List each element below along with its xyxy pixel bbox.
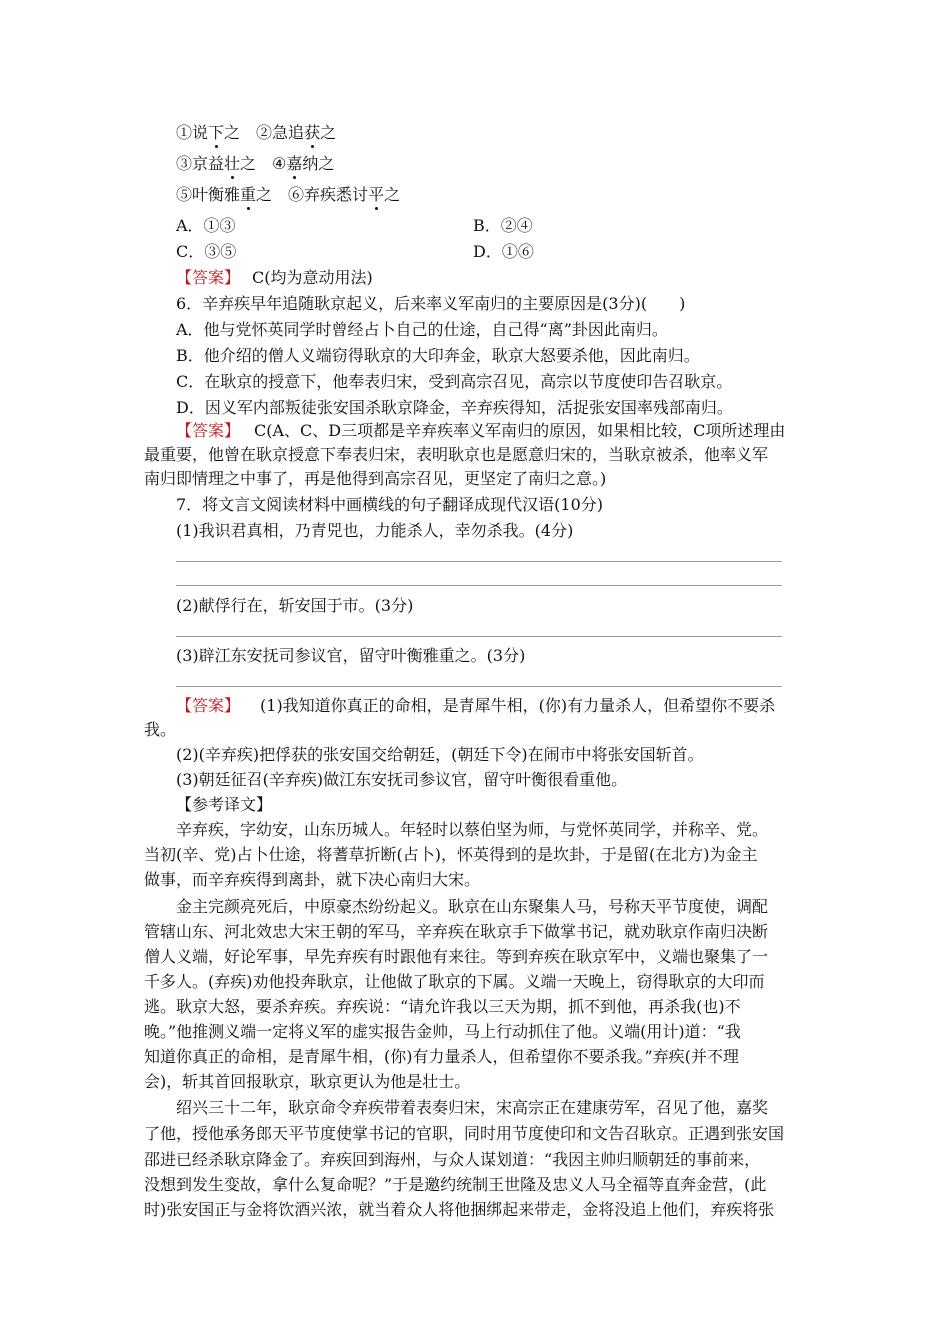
translation-line: 僧人义端，好论军事，早先弃疾有时跟他有来往。等到弃疾在耿京军中，义端也聚集了一 [144, 947, 769, 966]
translation-line: 辛弃疾，字幼安，山东历城人。年轻时以蔡伯坚为师，与党怀英同学，并称辛、党。 [176, 820, 769, 839]
dotted-char: 嘉 [286, 154, 303, 173]
dotted-char: 下 [208, 123, 225, 142]
q6-option-d: D．因义军内部叛徒张安国杀耿京降金，辛弃疾得知，活捉张安国率残部南归。 [176, 398, 733, 417]
q6-stem: 6．辛弃疾早年追随耿京起义，后来率义军南归的主要原因是(3分)( ) [176, 294, 686, 313]
answer-label: 【答案】 [176, 421, 241, 440]
q7-answer-3: (3)朝廷征召(辛弃疾)做江东安抚司参议官，留守叶衡很看重他。 [176, 770, 628, 789]
choice-b: B．②④ [473, 216, 533, 235]
answer-label: 【答案】 [176, 268, 241, 287]
translation-line: 邵进已经杀耿京降金了。弃疾回到海州，与众人谋划道：“我因主帅归顺朝廷的事前来， [144, 1150, 761, 1169]
dotted-char: 重 [240, 185, 257, 204]
dotted-char: 获 [304, 123, 321, 142]
q5-option-row-1: ①说下之 ②急追获之 [176, 123, 337, 142]
q7-sentence-3: (3)辟江东安抚司参议官，留守叶衡雅重之。(3分) [176, 646, 526, 665]
q7-sentence-1: (1)我识君真相，乃青兕也，力能杀人，幸勿杀我。(4分) [176, 521, 574, 540]
q7-answer-line-2: 我。 [144, 720, 177, 739]
translation-line: 金主完颜亮死后，中原豪杰纷纷起义。耿京在山东聚集人马，号称天平节度使，调配 [176, 897, 769, 916]
q6-answer-line-2: 最重要，他曾在耿京授意下奉表归宋，表明耿京也是愿意归宋的，当耿京被杀，他率义军 [144, 445, 769, 464]
translation-line: 晚。”他推测义端一定将义军的虚实报告金帅，马上行动抓住了他。义端(用计)道：“我 [144, 1022, 741, 1041]
answer-blank-line [176, 686, 782, 687]
translation-line: 了他，授他承务郎天平节度使掌书记的官职，同时用节度使印和文告召耿京。正遇到张安国 [144, 1124, 785, 1143]
translation-heading: 【参考译文】 [176, 795, 273, 814]
q6-option-c: C．在耿京的授意下，他奉表归宋，受到高宗召见，高宗以节度使印告召耿京。 [176, 372, 733, 391]
dotted-char: 壮 [224, 154, 241, 173]
translation-line: 没想到发生变故，拿什么复命呢？”于是邀约统制王世隆及忠义人马全福等直奔金营，(此 [144, 1175, 767, 1194]
translation-line: 做事，而辛弃疾得到离卦，就下决心南归大宋。 [144, 870, 481, 889]
q7-answer-line-1: 【答案】 (1)我知道你真正的命相，是青犀牛相，(你)有力量杀人，但希望你不要杀 [176, 696, 776, 715]
answer-blank-line [176, 636, 782, 637]
translation-line: 逃。耿京大怒，要杀弃疾。弃疾说：“请允许我以三天为期，抓不到他，再杀我(也)不 [144, 997, 741, 1016]
q7-stem: 7．将文言文阅读材料中画横线的句子翻译成现代汉语(10分) [176, 495, 604, 514]
answer-blank-line [176, 561, 782, 562]
q5-option-row-3: ⑤叶衡雅重之 ⑥弃疾悉讨平之 [176, 185, 401, 204]
translation-line: 当初(辛、党)占卜仕途，将蓍草折断(占卜)，怀英得到的是坎卦，于是留(在北方)为金主 [144, 845, 758, 864]
choice-d: D．①⑥ [473, 242, 534, 261]
q5-answer: 【答案】 C(均为意动用法) [176, 268, 373, 287]
q6-option-a: A．他与党怀英同学时曾经占卜自己的仕途，自己得“离”卦因此南归。 [176, 320, 668, 339]
q7-answer-2: (2)(辛弃疾)把俘获的张安国交给朝廷，(朝廷下令)在闹市中将张安国斩首。 [176, 745, 704, 764]
answer-label: 【答案】 [176, 696, 241, 715]
choice-a: A．①③ [176, 216, 236, 235]
translation-line: 会)，斩其首回报耿京，耿京更认为他是壮士。 [144, 1072, 471, 1091]
translation-line: 时)张安国正与金将饮酒兴浓，就当着众人将他捆绑起来带走，金将没追上他们，弃疾将张 [144, 1200, 775, 1219]
answer-blank-line [176, 585, 782, 586]
choice-c: C．③⑤ [176, 242, 237, 261]
q6-answer-line-1: 【答案】 C(A、C、D三项都是辛弃疾率义军南归的原因，如果相比较，C项所述理由 [176, 421, 786, 440]
q7-sentence-2: (2)献俘行在，斩安国于市。(3分) [176, 596, 414, 615]
translation-line: 千多人。(弃疾)劝他投奔耿京，让他做了耿京的下属。义端一天晚上，窃得耿京的大印而 [144, 972, 765, 991]
translation-line: 知道你真正的命相，是青犀牛相，(你)有力量杀人，但希望你不要杀我。”弃疾(并不理 [144, 1047, 739, 1066]
q6-option-b: B．他介绍的僧人义端窃得耿京的大印奔金，耿京大怒要杀他，因此南归。 [176, 346, 700, 365]
dotted-char: 平 [368, 185, 385, 204]
q6-answer-line-3: 南归即情理之中事了，再是他得到高宗召见，更坚定了南归之意。) [144, 469, 607, 488]
translation-line: 管辖山东、河北效忠大宋王朝的军马，辛弃疾在耿京手下做掌书记，就劝耿京作南归决断 [144, 922, 769, 941]
q5-option-row-2: ③京益壮之 ④嘉纳之 [176, 154, 335, 173]
translation-line: 绍兴三十二年，耿京命令弃疾带着表奏归宋，宋高宗正在建康劳军，召见了他，嘉奖 [176, 1098, 769, 1117]
